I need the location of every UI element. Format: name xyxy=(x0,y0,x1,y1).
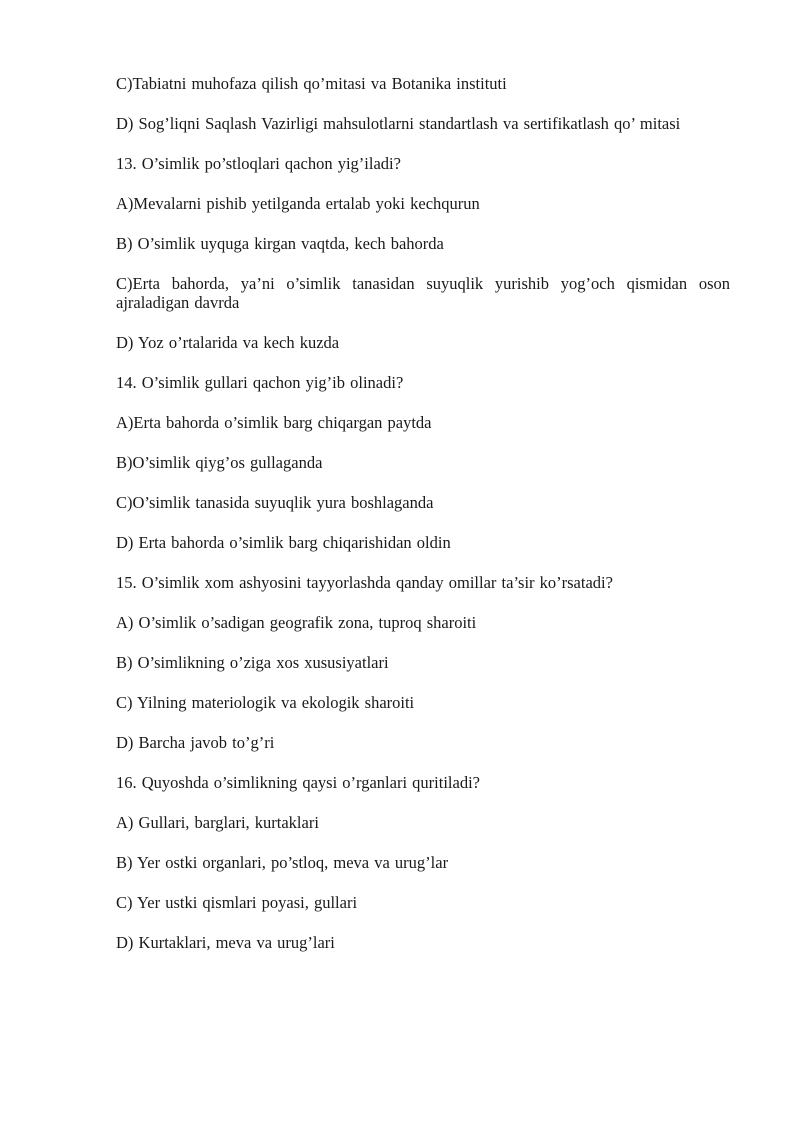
answer-option-15a: A) O’simlik o’sadigan geografik zona, tuproq sharoiti xyxy=(116,613,477,632)
answer-option-13d: D) Yoz o’rtalarida va kech kuzda xyxy=(116,333,340,352)
answer-option-13b: B) O’simlik uyquga kirgan vaqtda, kech bahorda xyxy=(116,234,444,253)
answer-option-14b: B)O’simlik qiyg’os gullaganda xyxy=(116,453,323,472)
question-13: 13. O’simlik po’stloqlari qachon yig’iladi? xyxy=(116,154,401,173)
document-body xyxy=(116,74,730,973)
question-14: 14. O’simlik gullari qachon yig’ib olinadi? xyxy=(116,373,404,392)
answer-option-16b: B) Yer ostki organlari, po’stloq, meva va urug’lar xyxy=(116,853,449,872)
answer-option-16a: A) Gullari, barglari, kurtaklari xyxy=(116,813,319,832)
answer-option-12d: D) Sog’liqni Saqlash Vazirligi mahsulotlarni standartlash va sertifikatlash qo’ mitasi xyxy=(116,114,681,133)
answer-option-15c: C) Yilning materiologik va ekologik sharoiti xyxy=(116,693,415,712)
answer-option-15b: B) O’simlikning o’ziga xos xususiyatlari xyxy=(116,653,389,672)
answer-option-12c: C)Tabiatni muhofaza qilish qo’mitasi va Botanika instituti xyxy=(116,74,507,93)
answer-option-13c: C)Erta bahorda, ya’ni o’simlik tanasidan suyuqlik yurishib yog’och qismidan oson ajraladigan davrda xyxy=(116,274,730,312)
answer-option-15d: D) Barcha javob to’g’ri xyxy=(116,733,275,752)
answer-option-16d: D) Kurtaklari, meva va urug’lari xyxy=(116,933,335,952)
answer-option-16c: C) Yer ustki qismlari poyasi, gullari xyxy=(116,893,358,912)
question-16: 16. Quyoshda o’simlikning qaysi o’rganlari quritiladi? xyxy=(116,773,480,792)
answer-option-14c: C)O’simlik tanasida suyuqlik yura boshlaganda xyxy=(116,493,434,512)
answer-option-13a: A)Mevalarni pishib yetilganda ertalab yoki kechqurun xyxy=(116,194,480,213)
answer-option-14d: D) Erta bahorda o’simlik barg chiqarishidan oldin xyxy=(116,533,451,552)
question-15: 15. O’simlik xom ashyosini tayyorlashda qanday omillar ta’sir ko’rsatadi? xyxy=(116,573,613,592)
answer-option-14a: A)Erta bahorda o’simlik barg chiqargan paytda xyxy=(116,413,432,432)
